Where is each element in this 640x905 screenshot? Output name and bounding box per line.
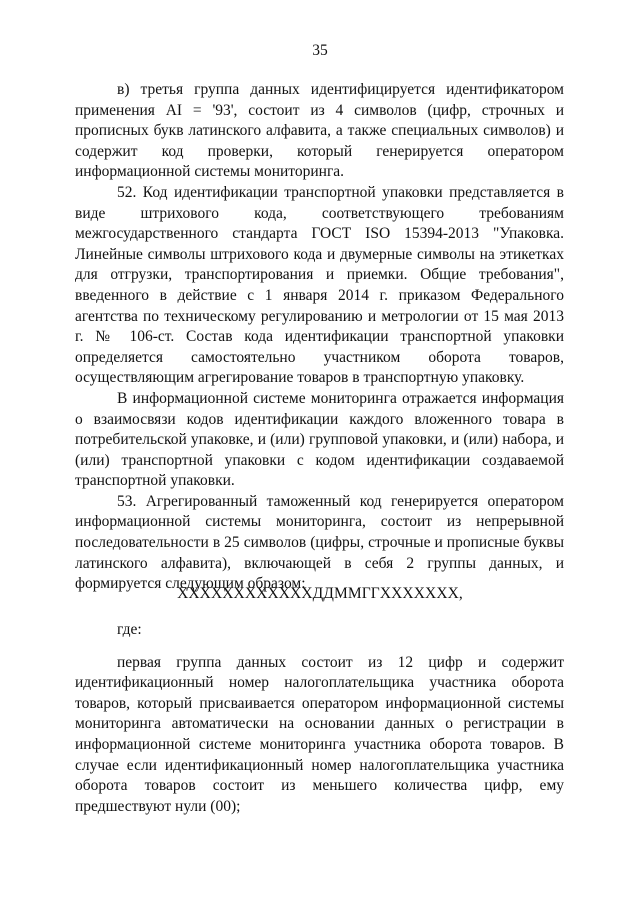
paragraph-52: 52. Код идентификации транспортной упаковки представляется в виде штрихового кода, соответствующего требованиям межгосударственного стандарта ГОСТ ISO 15394-2013 "Упаковка. Линейные символы штрихового кода и двумерные символы на этикетках для отгрузки, транспортирования и приемки. Общие требования", введенного в действие с 1 января 2014 г. приказом Федерального агентства по техническому регулированию и метрологии от 15 мая 2013 г. № 106-ст. Состав кода идентификации транспортной упаковки определяется самостоятельно участником оборота товаров, осуществляющим агрегирование товаров в транспортную упаковку. [75,183,564,387]
page-number: 35 [312,42,328,59]
where-label: где: [117,621,142,638]
body-text-lower [75,620,564,817]
paragraph-item-v: в) третья группа данных идентифицируется идентификатором применения AI = '93', состоит из 4 символов (цифр, строчных и прописных букв латинского алфавита, а также специальных символов) и содержит код проверки, который генерируется оператором информационной системы мониторинга. [75,81,564,181]
code-format-formula: XXXXXXXXXXXXДДММГГXXXXXXX, [177,585,463,602]
paragraph-first-group: первая группа данных состоит из 12 цифр и содержит идентификационный номер налогоплательщика участника оборота товаров, который присваивается оператором информационной системы мониторинга автоматически на основании данных о регистрации в информационной системе мониторинга участника оборота товаров. В случае если идентификационный номер налогоплательщика участника оборота товаров состоит из меньшего количества цифр, ему предшествуют нули (00); [75,653,564,815]
paragraph-53: 53. Агрегированный таможенный код генерируется оператором информационной системы мониторинга, состоит из непрерывной последовательности в 25 символов (цифры, строчные и прописные буквы латинского алфавита), включающей в себя 2 группы данных, и формируется следующим образом: [75,492,564,593]
body-text-upper [75,80,564,595]
paragraph-monitoring-info: В информационной системе мониторинга отражается информация о взаимосвязи кодов идентификации каждого вложенного товара в потребительской упаковке, и (или) групповой упаковки, и (или) набора, и (или) транспортной упаковки с кодом идентификации создаваемой транспортной упаковки. [75,389,564,490]
